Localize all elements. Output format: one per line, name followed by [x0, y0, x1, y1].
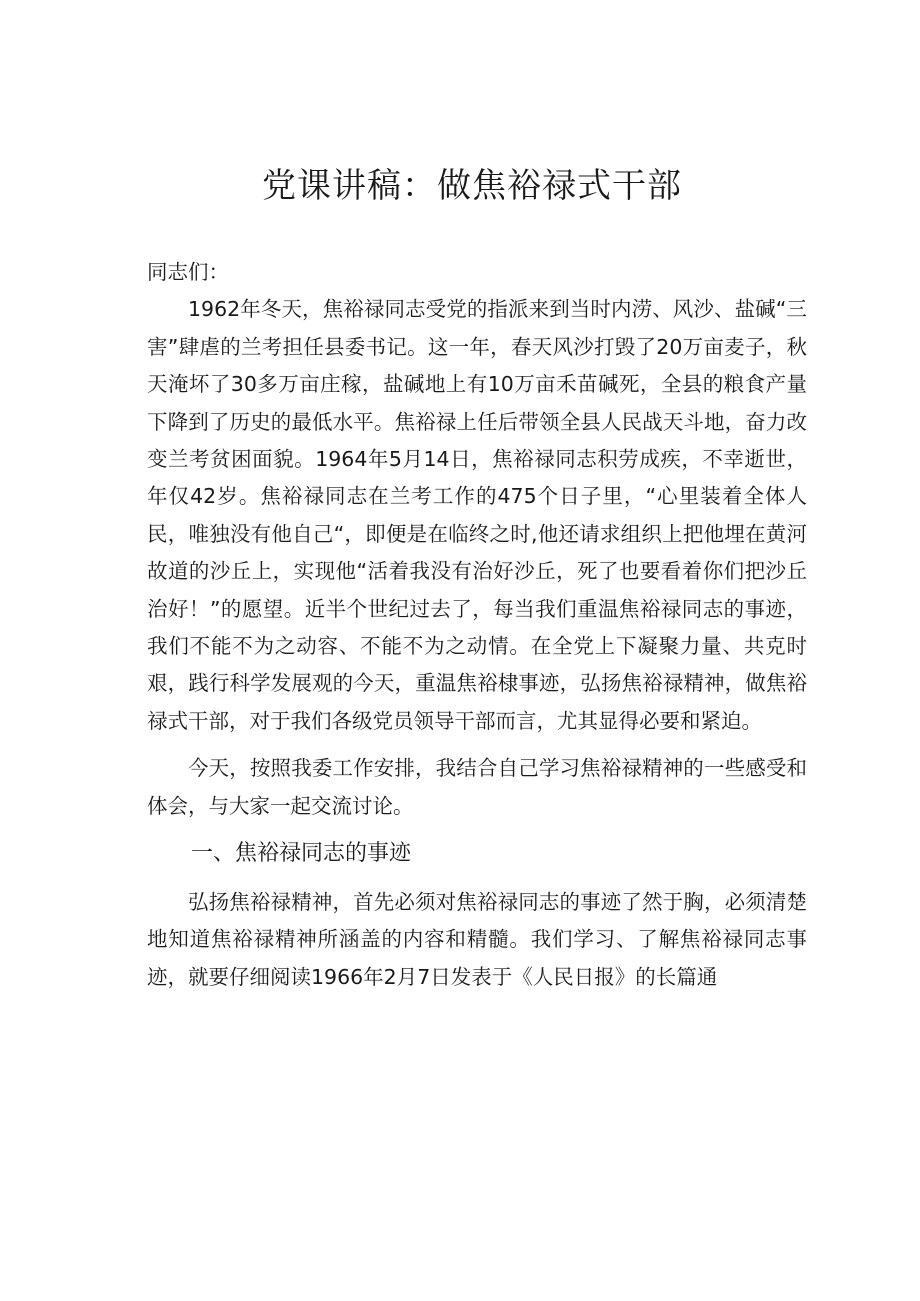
section-heading: 一、焦裕禄同志的事迹	[191, 841, 412, 867]
document-body	[147, 254, 807, 1006]
paragraph-intro: 1962年冬天，焦裕禄同志受党的指派来到当时内涝、风沙、盐碱“三害”肆虐的兰考担任县委书记。这一年，春天风沙打毁了20万亩麦子，秋天淹坏了30多万亩庄稼，盐碱地上有10万亩禾苗碱死，全县的粮食产量下降到了历史的最低水平。焦裕禄上任后带领全县人民战天斗地，奋力改变兰考贫困面貌。1964年5月14日，焦裕禄同志积劳成疾，不幸逝世，年仅42岁。焦裕禄同志在兰考工作的475个日子里，“心里装着全体人民，唯独没有他自己“，即便是在临终之时,他还请求组织上把他埋在黄河故道的沙丘上，实现他“活着我没有治好沙丘，死了也要看着你们把沙丘治好！”的愿望。近半个世纪过去了，每当我们重温焦裕禄同志的事迹，我们不能不为之动容、不能不为之动情。在全党上下凝聚力量、共克时艰，践行科学发展观的今天，重温焦裕棣事迹，弘扬焦裕禄精神，做焦裕禄式干部，对于我们各级党员领导干部而言，尤其显得必要和紧迫。	[147, 297, 807, 733]
document-title: 党课讲稿：做焦裕禄式干部	[262, 166, 682, 206]
salutation: 同志们：	[147, 260, 229, 284]
paragraph-purpose: 今天，按照我委工作安排，我结合自己学习焦裕禄精神的一些感受和体会，与大家一起交流讨论。	[147, 756, 807, 818]
paragraph-section-one: 弘扬焦裕禄精神，首先必须对焦裕禄同志的事迹了然于胸，必须清楚地知道焦裕禄精神所涵盖的内容和精髓。我们学习、了解焦裕禄同志事迹，就要仔细阅读1966年2月7日发表于《人民日报》的长篇通	[147, 890, 807, 989]
